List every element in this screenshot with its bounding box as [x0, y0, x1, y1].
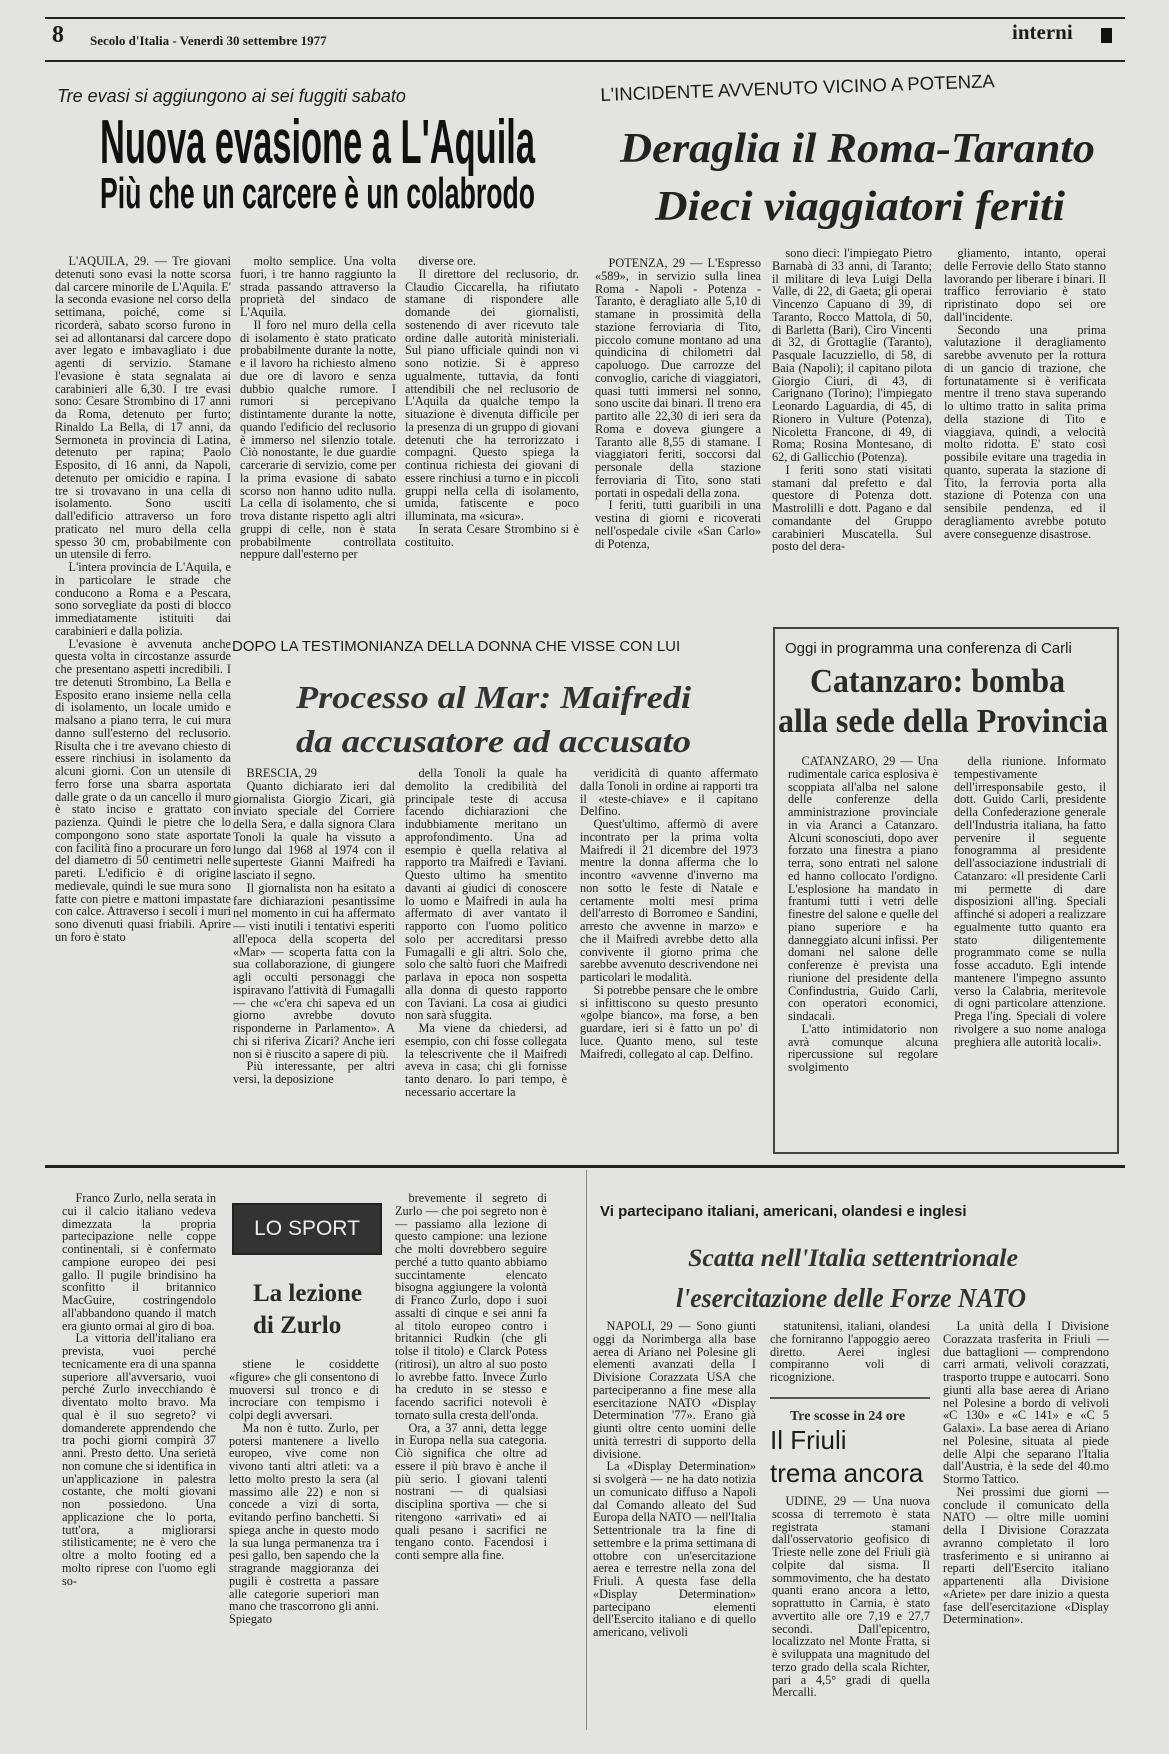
article-kicker: DOPO LA TESTIMONIANZA DELLA DONNA CHE VISSE CON LUI [232, 638, 681, 655]
paragraph: stiene le cosiddette «figure» che gli consentono di muoversi sul tronco e di incrociare con tempismo i colpi degli avversari. [229, 1358, 379, 1422]
paragraph: Il giornalista non ha esitato a fare dichiarazioni pesantissime nel momento in cui ha affermato — visti inutili i tentativi esperiti all'epoca della scoperta del «Mar» — scoperta fatta con la sua collaborazione, di giungere agli occulti personaggi che ispiravano l'attività di Fumagalli — che «c'era chi sapeva ed un giorno avrebbe dovuto risponderne in Parlamento». A chi si riferiva Zicari? Anche ieri non si è riuscito a sapere di più. [233, 880, 395, 1061]
paragraph: della riunione. Informato tempestivamente dell'irresponsabile gesto, il dott. Guido Carli, presidente della Confederazione generale dell'Industria italiana, ha fatto pervenire il seguente fonogramma al presidente dell'associazione industriali di Catanzaro: «Il presidente Carli mi permette di dare disposizioni all'ing. Speciali affinché si adoperi a realizzare egualmente tutto quanto era stato diligentemente programmato come se nulla fosse accaduto. Egli intende mantenere l'impegno assunto verso la Calabria, meritevole di ogni particolare attenzione. Prega l'ing. Speciali di volere rivolgere a suo nome analoga preghiera alle autorità locali». [954, 755, 1106, 1049]
sport-section-label: LO SPORT [254, 1217, 360, 1240]
paragraph: diverse ore. [418, 255, 476, 268]
article-column [229, 1358, 379, 1683]
paragraph: statunitensi, italiani, olandesi che forniranno l'appoggio aereo diretto. Aerei inglesi compiranno voli di ricognizione. [770, 1320, 930, 1384]
article-column [593, 1320, 756, 1705]
section-square-icon [1101, 28, 1112, 43]
header-top-rule [45, 17, 1125, 19]
header-bottom-rule [45, 60, 1125, 62]
article-column [595, 257, 761, 602]
article-headline: La lezione [253, 1280, 363, 1307]
paragraph: I feriti sono stati visitati stamani dal prefetto e dal questore di Potenza dott. Mastrolilli e dott. Pagano e dal comandante del Gruppo carabinieri Muscatella. Sul posto del dera- [772, 462, 932, 554]
article-headline: Catanzaro: bomba [810, 663, 1065, 700]
paragraph: CATANZARO, 29 — Una rudimentale carica esplosiva è scoppiata all'alba nel salone delle conferenze della amministrazione provinciale in via Aranci a Catanzaro. Alcuni sconosciuti, dopo aver forzato una finestra a piano terra, sono entrati nel salone ed hanno collocato l'ordigno. L'esplosione ha mandato in frantumi tutti i vetri delle finestre del salone e quelle del piano superiore e ha danneggiato alcuni infissi. Per domani nel salone delle conferenze è prevista una riunione del presidente della Confindustria, Guido Carli, con operatori economici, sindacali. [788, 755, 938, 1023]
article-column [772, 1495, 930, 1715]
section-label: interni [1012, 20, 1073, 44]
paragraph: Il direttore del reclusorio, dr. Claudio Ciccarella, ha rifiutato stamane di rispondere alle domande dei giornalisti, sostenendo di aver ricevuto tale ordine dalle autorità ministeriali. Sul piano ufficiale quindi non vi sono notizie. Si è appreso ugualmente, tuttavia, da fonti attendibili che nel reclusorio de L'Aquila da qualche tempo la situazione è divenuta difficile per la presenza di un gruppo di giovani detenuti che ha terrorizzato i compagni. Questo spiega la continua richiesta dei giovani di essere rinchiusi a turno e in piccoli gruppi nella cella di isolamento, umida, fatiscente e poco illuminata, ma «sicura». [405, 266, 579, 523]
article-column [55, 255, 231, 1150]
article-column [943, 1320, 1109, 1720]
article-subheadline: alla sede della Provincia [778, 703, 1108, 740]
article-column [395, 1192, 547, 1682]
article-column [772, 247, 932, 602]
article-subheadline: da accusatore ad accusato [296, 723, 691, 759]
paragraph: Quanto dichiarato ieri dal giornalista Giorgio Zicari, già inviato speciale del Corriere della Sera, e dalla signora Clara Tonoli la quale ha vissuto a lungo dal 1968 al 1974 con il superteste Gianni Maifredi ha lasciato il segno. [233, 778, 395, 882]
paragraph: brevemente il segreto di Zurlo — che poi segreto non è — passiamo alla lezione di questo campione: una lezione che molti dovrebbero seguire perché a tutto quanto abbiamo succintamente elencato bisogna aggiungere la volontà di Franco Zurlo, dopo i suoi assalti di cinque e sei anni fa al titolo europeo contro i britannici Rudkin (che gli tolse il titolo) e Clarck Potess (ritirosi), un altro al suo posto lo avrebbe fatto. Invece Zurlo ha creduto in se stesso e facendo sacrifici notevoli è tornato sulla cresta dell'onda. [395, 1192, 547, 1422]
article-column [580, 767, 758, 1162]
article-headline: Il Friuli [770, 1425, 847, 1455]
paragraph: BRESCIA, 29 [246, 767, 317, 780]
paragraph: della Tonoli la quale ha demolito la credibilità del principale teste di accusa facendo dichiarazioni che indubbiamente meritano un approfondimento. Una ad esempio è quella relativa al rapporto tra Maifredi e Taviani. Questo ultimo ha smentito davanti ai giudici di conoscere lo uomo e Maifredi in aula ha affermato di aver vantato il rapporto con l'uomo politico solo per accreditarsi presso Fumagalli e gli altri. Solo che, solo che saltò fuori che Maifredi parlava in epoca non sospetta alla donna di questo rapporto con Taviani. La cosa ai giudici non sarà sfuggita. [405, 767, 567, 1023]
page-number: 8 [52, 22, 64, 48]
vertical-divider [586, 1170, 587, 1730]
article-column [240, 255, 396, 605]
article-kicker: Vi partecipano italiani, americani, olandesi e inglesi [600, 1203, 967, 1220]
paragraph: Secondo una prima valutazione il deragliamento sarebbe avvenuto per la rottura di un gancio di trazione, che fortunatamente si è verificata mentre il treno stava superando lo ultimo tratto in salita prima della stazione di Tito e viaggiava, quindi, a velocità molto ridotta. E' stato così possibile evitare una tragedia in quanto, superata la stazione di Tito, la ferrovia porta alla stazione di Potenza con una sensibile pendenza, ed il deragliamento avrebbe potuto avere conseguenze disastrose. [944, 322, 1106, 541]
paragraph: L'intera provincia de L'Aquila, e in particolare le strade che conducono a Roma e a Pescara, sono sorvegliate da posti di blocco immediatamente istituiti dai carabinieri e dalla polizia. [55, 560, 231, 638]
article-kicker: Tre evasi si aggiungono ai sei fuggiti sabato [57, 86, 406, 106]
paragraph: veridicità di quanto affermato dalla Tonoli in ordine ai rapporti tra il «teste-chiave» e il capitano Delfino. [580, 767, 758, 819]
paragraph: Si potrebbe pensare che le ombre si infittiscono su questo presunto «golpe bianco», ma forse, a ben guardare, ieri si è fatto un po' di luce. Quanto meno, sul teste Maifredi, collegato al cap. Delfino. [580, 982, 758, 1061]
article-column [233, 767, 395, 1162]
paragraph: Ma non è tutto. Zurlo, per potersi mantenere a livello europeo, vive come non vivono tanti altri atleti: va a letto molto presto la sera (al massimo alle 22) e non si concede a vizi di sorta, evitando perfino banchetti. Si spiega anche in questo modo la sua lunga permanenza tra i pesi gallo, ben sapendo che la stragrande maggioranza dei pugili è costretta a passare alle categorie superiori man mano che trascorrono gli anni. Spiegato [229, 1420, 379, 1626]
paragraph: Franco Zurlo, nella serata in cui il calcio italiano vedeva dimezzata la propria partecipazione nelle coppe continentali, si è confermato campione europeo dei pesi gallo. Il pugile brindisino ha sconfitto il britannico MacGuire, costringendolo all'abbandono quando il match era giunto ormai al giro di boa. [62, 1192, 216, 1333]
paragraph: molto semplice. Una volta fuori, i tre hanno raggiunto la strada passando attraverso la proprietà del sindaco de L'Aquila. [240, 255, 396, 319]
paragraph: Ora, a 37 anni, detta legge in Europa nella sua categoria. Ciò significa che oltre ad essere il più bravo è anche il più serio. I giovani talenti nostrani — di qualsiasi disciplina sportiva — che si ritengono «arrivati» ed ai quali pesano i sacrifici ne tengano conto. Facendosi i conti sempre alla fine. [395, 1420, 547, 1562]
article-kicker: Oggi in programma una conferenza di Carli [785, 640, 1072, 657]
article-column [62, 1192, 216, 1682]
paragraph: Più interessante, per altri versi, la deposizione [233, 1059, 395, 1086]
paragraph: Il foro nel muro della cella di isolamento è stato praticato probabilmente durante la notte, e il lavoro ha richiesto almeno due ore di lavoro e senza dubbio qualche rumore. I rumori si percepivano distintamente durante la notte, quando l'edificio del reclusorio è immerso nel silenzio totale. Ciò nonostante, le due guardie carcerarie di servizio, come per la prima evasione di sabato scorso non hanno udito nulla. La cella di isolamento, che si trova distante rispetto agli altri gruppi di celle, non è stata probabilmente controllata neppure dall'esterno per [240, 317, 396, 562]
article-kicker: Tre scosse in 24 ore [790, 1409, 906, 1424]
article-column [944, 247, 1106, 602]
article-column [954, 755, 1106, 1145]
article-subheadline: Più che un carcere è un colabrodo [100, 169, 535, 218]
article-column [405, 767, 567, 1162]
paragraph: In serata Cesare Strombino si è costituito. [405, 521, 579, 549]
paragraph: L'AQUILA, 29. — Tre giovani detenuti sono evasi la notte scorsa dal carcere minorile de L'Aquila. E' la seconda evasione nel corso della settimana, poiché, come si ricorderà, sabato scorso furono in sei ad allontanarsi dal carcere dopo aver legato e imbavagliato i due agenti di servizio. Stamane l'evasione è stata segnalata ai carabinieri alle 6,30. I tre evasi sono: Cesare Strombino di 17 anni da Roma, detenuto per furto; Rinaldo La Bella, di 17 anni, da Sermoneta in provincia di Latina, detenuto per rapina; Paolo Esposito, di 16 anni, da Napoli, detenuto per omicidio e rapina. I tre si trovavano in una cella di isolamento. Sono usciti dall'edificio attraverso un foro praticato nel muro della cella spesso 30 cm, probabilmente con un utensile di ferro. [55, 255, 231, 562]
paragraph: Quest'ultimo, affermò di avere incontrato per la prima volta Maifredi il 21 dicembre del 1973 mentre la donna afferma che lo incontro «avvenne d'inverno ma non sotto le feste di Natale e certamente molti mesi prima dell'arresto di Borromeo e Sandini, arresto che avvenne in marzo» e che il Maifredi avrebbe detto alla convivente il giorno prima che sarebbe avvenuto descrivendone nei particolari le modalità. [580, 817, 758, 984]
section-divider [45, 1165, 1125, 1168]
article-headline: Processo al Mar: Maifredi [296, 679, 691, 715]
paragraph: gliamento, intanto, operai delle Ferrovie dello Stato stanno lavorando per liberare i binari. Il traffico ferroviario è stato ripristinato dopo sei ore dall'incidente. [944, 247, 1106, 324]
paragraph: I feriti, tutti guaribili in una vestina di giorni e ricoverati nell'ospedale civile «San Carlo» di Potenza, [595, 498, 761, 551]
article-headline: Scatta nell'Italia settentrionale [688, 1245, 1018, 1272]
paragraph: NAPOLI, 29 — Sono giunti oggi da Norimberga alla base aerea di Ariano nel Polesine gli elementi avanzati della I Divisione Corazzata USA che parteciperanno a fine mese alla esercitazione NATO «Display Determination '77». Erano già giunti oltre cento uomini delle unità terrestri di supporto della divisione. [593, 1320, 756, 1461]
paragraph: L'evasione è avvenuta anche questa volta in circostanze assurde che presentano aspetti incredibili. I tre detenuti Strombino, La Bella e Esposito erano insieme nella cella di isolamento, un locale umido e malsano a piano terra, le cui mura danno sull'esterno del reclusorio. Risulta che i tre avevano chiesto di essere rinchiusi in isolamento da alcuni giorni. Con un utensile di ferro forse una sbarra asportata dalle grate o da un cancello il muro è stato inciso e grattato con pazienza. Quindi le pietre che lo compongono sono state asportate con facilità fino a procurare un foro del diametro di 50 centimetri nelle pareti. L'edificio è di origine medievale, quindi le sue mura sono fatte con pietre e mattoni impastate con calce. Attraverso i secoli i muri sono divenuti quasi friabili. Aprire un foro è stato [55, 636, 231, 944]
article-column [788, 755, 938, 1145]
article-kicker: L'INCIDENTE AVVENUTO VICINO A POTENZA [600, 70, 996, 105]
paragraph: Ma viene da chiedersi, ad esempio, con chi fosse collegata la telescrivente che il Maifredi aveva in casa; chi gli fornisse tanto denaro. Io pari tempo, è necessario accertare la [405, 1021, 567, 1099]
article-subheadline: trema ancora [770, 1458, 924, 1488]
article-headline: Nuova evasione a L'Aquila [100, 108, 535, 177]
article-subheadline: l'esercitazione delle Forze NATO [676, 1283, 1026, 1313]
paragraph: La unità della I Divisione Corazzata trasferita in Friuli — due battaglioni — comprendono carri armati, velivoli corazzati, trasporto truppe e autocarri. Sono giunti alla base aerea di Ariano nel Polesine a bordo di velivoli «C 130» e «C 141» e «C 5 Galaxi». La base aerea di Ariano nel Polesine, situata al piede delle Alpi che separano l'Italia dall'Austria, è la sede del 40.mo Stormo Tattico. [943, 1320, 1109, 1486]
friuli-top-rule [770, 1397, 930, 1399]
paragraph: Nei prossimi due giorni — conclude il comunicato della NATO — oltre mille uomini della I Divisione Corazzata avranno completato il loro trasferimento e si uniranno ai reparti dell'Esercito italiano appartenenti alla Divisione «Ariete» per dare inizio a questa fase dell'esercitazione «Display Determination». [943, 1484, 1109, 1627]
paragraph: La «Display Determination» si svolgerà — ne ha dato notizia un comunicato diffuso a Napoli dal Comando alleato del Sud Europa della NATO — nell'Italia Settentrionale tra la fine di settembre e la prima settimana di ottobre con un'esercitazione aerea e terrestre nella zona del Friuli. A questa fase della «Display Determination» partecipano elementi dell'Esercito italiano e di quello americano, velivoli [593, 1459, 756, 1639]
paragraph: POTENZA, 29 — L'Espresso «589», in servizio sulla linea Roma - Napoli - Potenza - Taranto, è deragliato alle 5,10 di stamane in prossimità della stazione ferroviaria di Tito, piccolo comune montano ad una quindicina di chilometri dal capoluogo. Due carrozze del convoglio, cariche di viaggiatori, quasi tutti immersi nel sonno, sono uscite dai binari. Il treno era partito alle 22,30 di ieri sera da Roma e doveva giungere a Taranto alle 8,55 di stamane. I viaggiatori feriti, soccorsi dal personale della stazione ferroviaria di Tito, sono stati portati in ospedali della zona. [595, 257, 761, 500]
paragraph: L'atto intimidatorio non avrà comunque alcuna ripercussione sul regolare svolgimento [788, 1021, 938, 1074]
article-column [770, 1320, 930, 1390]
sport-section-badge [232, 1203, 382, 1255]
paragraph: UDINE, 29 — Una nuova scossa di terremoto è stata registrata stamani dall'osservatorio geofisico di Trieste nelle zone del Friuli già colpite dal sisma. Il sommovimento, che ha destato quanti erano ancora a letto, soprattutto in Carnia, è stato avvertito alle ore 7,19 e 27,7 secondi. Dall'epicentro, localizzato nel Monte Fratta, si è sviluppata una magnitudo del terzo grado della scala Richter, pari a 4,5° gradi di quella Mercalli. [772, 1495, 930, 1700]
masthead-date: Secolo d'Italia - Venerdì 30 settembre 1977 [90, 33, 327, 48]
paragraph: La vittoria dell'italiano era prevista, vuoi perché tecnicamente era di una spanna superiore all'avversario, vuoi perché Zurlo invecchiando è diventato molto bravo. Ma qual è il suo segreto? vi domanderete apprendendo che tra pochi giorni compirà 37 anni. Presto detto. Una serietà non comune che si identifica in un'applicazione in palestra costante, che molti giovani non possiedono. Una applicazione che lo porta, tutt'ora, a migliorarsi stilisticamente; ne è vero che oltre a molto footing ed a molto riprese con l'uomo egli so- [62, 1331, 216, 1588]
article-column [405, 255, 579, 605]
paragraph: sono dieci: l'impiegato Pietro Barnabà di 33 anni, di Taranto; il militare di leva Luigi Della Valle, di 22, di Gaeta; gli operai Vincenzo Capuano di 39, di Taranto, Rocco Mattola, di 50, di Barletta (Bari), Ciro Vincenti di 32, di Grottaglie (Taranto), Pasquale Iacuzziello, di 58, di Baia (Napoli); il capitano pilota Giorgio Ciuri, di 43, di Carignano (Torino); l'impiegato Leonardo Laguardia, di 45, di Rionero in Vulture (Potenza), Nicoletta Francone, di 49, di Roma; Rosina Montesano, di 62, di Gallicchio (Potenza). [772, 247, 932, 464]
article-subheadline: Dieci viaggiatori feriti [655, 184, 1065, 230]
article-headline: Deraglia il Roma-Taranto [620, 126, 1095, 172]
article-subheadline: di Zurlo [253, 1312, 342, 1339]
